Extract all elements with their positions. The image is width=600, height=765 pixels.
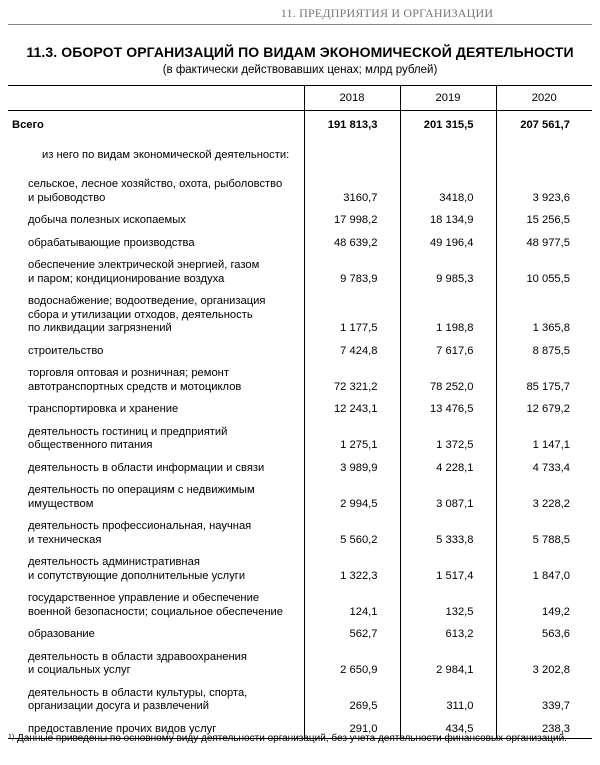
table-row xyxy=(8,419,592,455)
row-value-2018: 291,0 xyxy=(304,716,400,739)
row-label-line: автотранспортных средств и мотоциклов xyxy=(28,380,242,393)
row-label-line: и социальных услуг xyxy=(28,664,131,676)
row-value-2019: 434,5 xyxy=(400,716,496,739)
total-value-2020: 207 561,7 xyxy=(496,111,592,146)
row-label-line: образование xyxy=(28,628,95,640)
header-year-2020: 2020 xyxy=(496,86,592,111)
table-subtitle: (в фактически действовавших ценах; млрд рублей) xyxy=(162,64,438,76)
row-label-line: государственное управление и обеспечение xyxy=(28,592,260,604)
total-label: Всего xyxy=(12,119,44,131)
row-value-2019: 1 198,8 xyxy=(400,288,496,338)
footnote xyxy=(8,733,588,745)
total-value-2019: 201 315,5 xyxy=(400,111,496,146)
row-value-2019: 13 476,5 xyxy=(400,396,496,419)
row-value-2020: 4 733,4 xyxy=(496,455,592,478)
row-value-2019: 7 617,6 xyxy=(400,338,496,361)
row-value-2018: 9 783,9 xyxy=(304,252,400,288)
row-value-2019: 132,5 xyxy=(400,585,496,621)
table-row xyxy=(8,396,592,419)
row-label xyxy=(8,171,304,207)
row-value-2018: 2 994,5 xyxy=(304,477,400,513)
row-value-2018: 1 177,5 xyxy=(304,288,400,338)
row-value-2019: 1 372,5 xyxy=(400,419,496,455)
table-row xyxy=(8,585,592,621)
row-value-2020: 8 875,5 xyxy=(496,338,592,361)
header-year-2019: 2019 xyxy=(400,86,496,111)
row-label-line: обрабатывающие производства xyxy=(28,236,195,249)
row-label-line: деятельность в области здравоохранения xyxy=(28,650,247,663)
running-head-text: 11. ПРЕДПРИЯТИЯ И ОРГАНИЗАЦИИ xyxy=(280,6,494,20)
row-label xyxy=(8,477,304,513)
row-value-2018: 1 275,1 xyxy=(304,419,400,455)
row-value-2020: 149,2 xyxy=(496,585,592,621)
total-row xyxy=(8,111,592,146)
row-value-2020: 1 847,0 xyxy=(496,549,592,585)
row-value-2018: 1 322,3 xyxy=(304,549,400,585)
row-value-2019: 18 134,9 xyxy=(400,207,496,230)
table-row xyxy=(8,477,592,513)
row-value-2020: 1 365,8 xyxy=(496,288,592,338)
table-row xyxy=(8,621,592,644)
row-label xyxy=(8,396,304,419)
row-value-2020: 15 256,5 xyxy=(496,207,592,230)
row-value-2019: 9 985,3 xyxy=(400,252,496,288)
row-value-2020: 5 788,5 xyxy=(496,513,592,549)
footnote-marker: 1) xyxy=(8,734,15,741)
table-row xyxy=(8,549,592,585)
row-label-line: сельское, лесное хозяйство, охота, рыболовство xyxy=(28,178,283,190)
row-label xyxy=(8,338,304,361)
row-value-2019: 49 196,4 xyxy=(400,230,496,253)
row-label xyxy=(8,230,304,253)
row-label-line: деятельность по операциям с недвижимым xyxy=(28,484,255,496)
section-label: из него по видам экономической деятельности: xyxy=(42,149,290,161)
row-value-2019: 2 984,1 xyxy=(400,644,496,680)
row-value-2018: 2 650,9 xyxy=(304,644,400,680)
row-value-2019: 4 228,1 xyxy=(400,455,496,478)
row-value-2020: 1 147,1 xyxy=(496,419,592,455)
row-value-2018: 3 989,9 xyxy=(304,455,400,478)
row-label-line: деятельность в области информации и связи xyxy=(28,461,265,474)
row-label-line: предоставление прочих видов услуг xyxy=(28,722,217,735)
row-value-2018: 17 998,2 xyxy=(304,207,400,230)
row-label-line: и техническая xyxy=(28,533,102,546)
row-label xyxy=(8,585,304,621)
table-row xyxy=(8,360,592,396)
turnover-table xyxy=(8,85,592,739)
running-head xyxy=(8,4,592,25)
section-row xyxy=(8,145,592,171)
row-value-2020: 3 228,2 xyxy=(496,477,592,513)
header-year-2018: 2018 xyxy=(304,86,400,111)
row-value-2018: 124,1 xyxy=(304,585,400,621)
row-label xyxy=(8,419,304,455)
row-value-2019: 613,2 xyxy=(400,621,496,644)
row-label-line: сбора и утилизации отходов, деятельность xyxy=(28,308,253,321)
row-label xyxy=(8,207,304,230)
row-label-line: торговля оптовая и розничная; ремонт xyxy=(28,367,229,379)
table-row xyxy=(8,252,592,288)
table-row xyxy=(8,230,592,253)
row-value-2020: 85 175,7 xyxy=(496,360,592,396)
row-value-2018: 7 424,8 xyxy=(304,338,400,361)
row-value-2019: 311,0 xyxy=(400,680,496,716)
row-value-2020: 3 202,8 xyxy=(496,644,592,680)
table-row xyxy=(8,455,592,478)
row-value-2018: 562,7 xyxy=(304,621,400,644)
row-value-2020: 12 679,2 xyxy=(496,396,592,419)
header-row xyxy=(8,86,592,111)
row-label-line: военной безопасности; социальное обеспечение xyxy=(28,605,283,618)
row-label xyxy=(8,621,304,644)
table-row xyxy=(8,171,592,207)
row-value-2019: 78 252,0 xyxy=(400,360,496,396)
row-label xyxy=(8,680,304,716)
table-row xyxy=(8,513,592,549)
table-row xyxy=(8,680,592,716)
total-value-2018: 191 813,3 xyxy=(304,111,400,146)
row-value-2018: 269,5 xyxy=(304,680,400,716)
row-label-line: имуществом xyxy=(28,497,94,510)
table-row xyxy=(8,338,592,361)
row-label xyxy=(8,644,304,680)
row-value-2020: 339,7 xyxy=(496,680,592,716)
row-value-2019: 5 333,8 xyxy=(400,513,496,549)
row-value-2020: 238,3 xyxy=(496,716,592,739)
row-label-line: организации досуга и развлечений xyxy=(28,700,209,712)
row-value-2020: 48 977,5 xyxy=(496,230,592,253)
row-label-line: и паром; кондиционирование воздуха xyxy=(28,272,225,285)
row-label xyxy=(8,455,304,478)
row-label-line: общественного питания xyxy=(28,439,153,451)
row-value-2018: 72 321,2 xyxy=(304,360,400,396)
row-label-line: деятельность в области культуры, спорта, xyxy=(28,686,248,699)
row-value-2018: 48 639,2 xyxy=(304,230,400,253)
row-label xyxy=(8,360,304,396)
header-corner xyxy=(8,86,304,111)
row-label-line: по ликвидации загрязнений xyxy=(28,322,172,334)
row-label-line: добыча полезных ископаемых xyxy=(28,214,186,226)
row-value-2019: 3 087,1 xyxy=(400,477,496,513)
row-label-line: и рыбоводство xyxy=(28,191,106,204)
table-row xyxy=(8,644,592,680)
row-value-2020: 3 923,6 xyxy=(496,171,592,207)
row-value-2020: 563,6 xyxy=(496,621,592,644)
row-label-line: деятельность профессиональная, научная xyxy=(28,520,252,532)
row-label-line: и сопутствующие дополнительные услуги xyxy=(28,569,246,582)
row-label-line: обеспечение электрической энергией, газом xyxy=(28,259,260,271)
row-label xyxy=(8,549,304,585)
row-label xyxy=(8,288,304,338)
row-value-2019: 3418,0 xyxy=(400,171,496,207)
row-value-2020: 10 055,5 xyxy=(496,252,592,288)
row-label xyxy=(8,252,304,288)
row-label-line: строительство xyxy=(28,344,104,357)
row-value-2018: 5 560,2 xyxy=(304,513,400,549)
row-value-2018: 12 243,1 xyxy=(304,396,400,419)
table-row xyxy=(8,207,592,230)
table-row xyxy=(8,288,592,338)
row-label-line: деятельность административная xyxy=(28,556,200,568)
row-label-line: деятельность гостиниц и предприятий xyxy=(28,425,228,438)
row-label xyxy=(8,513,304,549)
row-value-2018: 3160,7 xyxy=(304,171,400,207)
row-label-line: водоснабжение; водоотведение, организация xyxy=(28,295,266,307)
row-label-line: транспортировка и хранение xyxy=(28,403,179,415)
table-title: 11.3. ОБОРОТ ОРГАНИЗАЦИЙ ПО ВИДАМ ЭКОНОМИЧЕСКОЙ ДЕЯТЕЛЬНОСТИ xyxy=(26,44,574,60)
footnote-text: Данные приведены по основному виду деятельности организаций, без учета деятельности финансовых организаций. xyxy=(17,733,567,744)
row-value-2019: 1 517,4 xyxy=(400,549,496,585)
